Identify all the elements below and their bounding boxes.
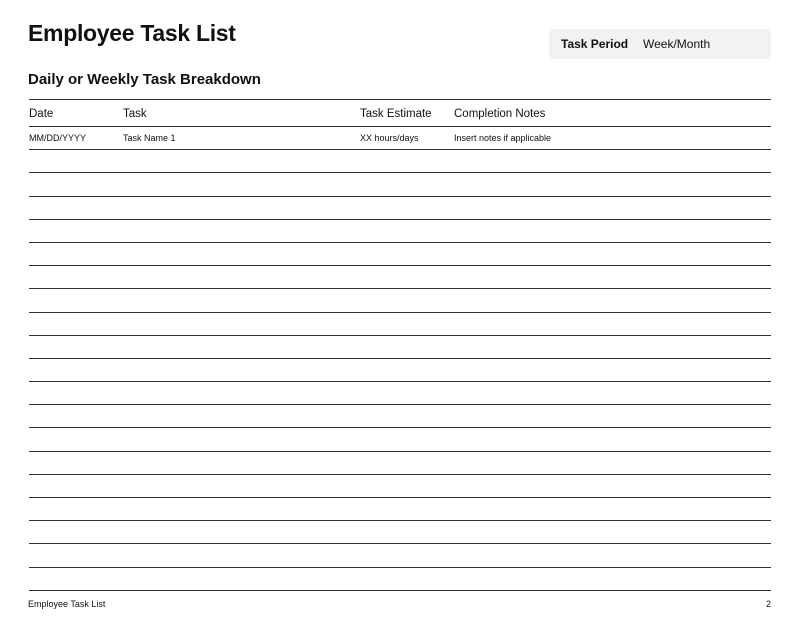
table-row: [29, 197, 771, 220]
cell-completion-notes[interactable]: Insert notes if applicable: [454, 133, 552, 143]
table-row: [29, 428, 771, 451]
table-row: [29, 289, 771, 312]
table-row: [29, 150, 771, 173]
table-row: [29, 475, 771, 498]
section-subtitle: Daily or Weekly Task Breakdown: [28, 71, 261, 88]
table-row: [29, 127, 771, 150]
table-row: [29, 266, 771, 289]
header-task: Task: [123, 108, 147, 120]
cell-task-estimate[interactable]: XX hours/days: [360, 133, 419, 143]
cell-date[interactable]: MM/DD/YYYY: [29, 133, 87, 143]
header-completion-notes: Completion Notes: [454, 108, 546, 120]
task-period-value[interactable]: Week/Month: [643, 37, 711, 51]
table-row: [29, 220, 771, 243]
table-row: [29, 173, 771, 196]
table-row: [29, 382, 771, 405]
table-row: [29, 359, 771, 382]
footer-title: Employee Task List: [28, 599, 106, 609]
task-period-box: [549, 29, 771, 59]
header-task-estimate: Task Estimate: [360, 108, 432, 120]
table-row: [29, 521, 771, 544]
table-row: [29, 313, 771, 336]
table-row: [29, 568, 771, 591]
table-header-row: [29, 99, 771, 127]
table-row: [29, 243, 771, 266]
cell-task[interactable]: Task Name 1: [123, 133, 176, 143]
table-body: [29, 127, 771, 591]
table-row: [29, 498, 771, 521]
table-row: [29, 405, 771, 428]
table-row: [29, 336, 771, 359]
task-table: [29, 99, 771, 591]
table-row: [29, 452, 771, 475]
table-row: [29, 544, 771, 567]
page-number: 2: [765, 599, 771, 609]
task-period-label: Task Period: [561, 37, 629, 51]
page-title: Employee Task List: [28, 20, 236, 46]
header-date: Date: [29, 108, 54, 120]
